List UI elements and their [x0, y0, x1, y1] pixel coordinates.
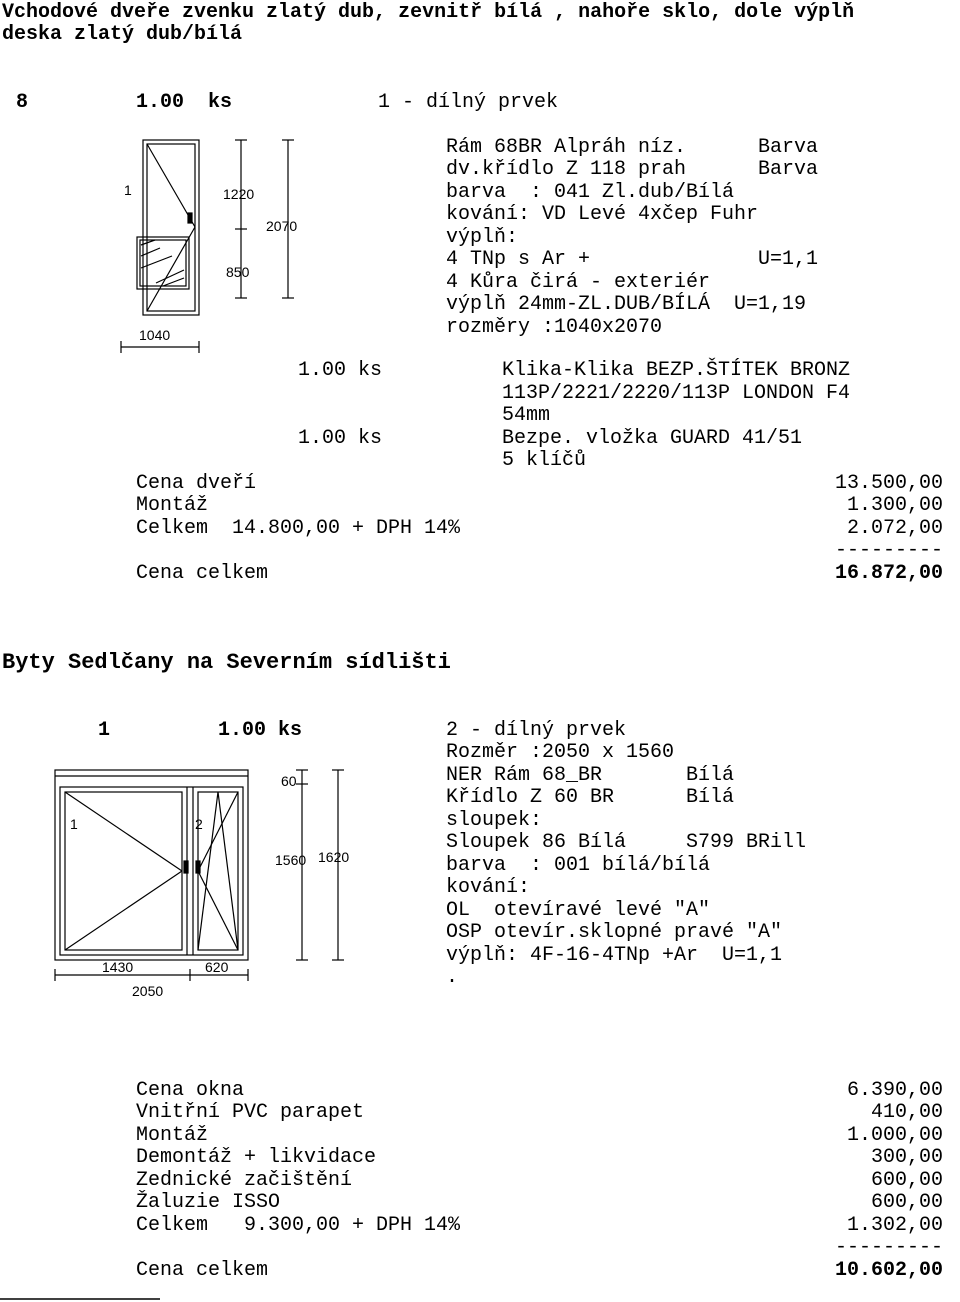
total-label: Cena celkem — [136, 1259, 269, 1282]
price-value: 2.072,00 — [846, 517, 943, 540]
accessory-line: Bezpe. vložka GUARD 41/51 — [502, 427, 803, 450]
dim-upper: 1220 — [223, 186, 255, 202]
accessory-line: Klika-Klika BEZP.ŠTÍTEK BRONZ — [502, 359, 851, 382]
price-value: 300,00 — [870, 1146, 943, 1169]
accessory-qty: 1.00 ks — [298, 427, 383, 450]
price-value: 600,00 — [870, 1191, 943, 1214]
glass-panel — [137, 237, 189, 289]
item1-position: 8 — [16, 91, 29, 114]
item2-spec-line: Sloupek 86 Bílá S799 BRill — [446, 831, 807, 854]
item2-spec-line: výplň: 4F-16-4TNp +Ar U=1,1 — [446, 944, 783, 967]
item1-title-line2: deska zlatý dub/bílá — [2, 23, 243, 46]
item2-spec-line: barva : 001 bílá/bílá — [446, 854, 711, 877]
item1-spec-line: rozměry :1040x2070 — [446, 316, 663, 339]
item2-position: 1 — [98, 719, 111, 742]
handle-right — [196, 861, 200, 873]
total-value: 16.872,00 — [834, 562, 943, 585]
price-value: 1.000,00 — [846, 1124, 943, 1147]
dim-height: 2070 — [266, 218, 298, 234]
item2-spec-line: sloupek: — [446, 809, 543, 832]
price-value: 410,00 — [870, 1101, 943, 1124]
total-value: 10.602,00 — [834, 1259, 943, 1282]
item2-spec-line: Křídlo Z 60 BR Bílá — [446, 786, 735, 809]
accessory-line: 5 klíčů — [502, 449, 587, 472]
item1-spec-line: kování: VD Levé 4xčep Fuhr — [446, 203, 759, 226]
separator: --------- — [834, 539, 943, 562]
item1-spec-line: výplň 24mm-ZL.DUB/BÍLÁ U=1,19 — [446, 293, 807, 316]
price-label: Žaluzie ISSO — [136, 1191, 281, 1214]
separator: --------- — [834, 1236, 943, 1259]
price-label: Zednické začištění — [136, 1169, 353, 1192]
door-field-label: 1 — [124, 182, 132, 198]
price-label: Celkem 9.300,00 + DPH 14% — [136, 1214, 461, 1237]
accessory-line: 54mm — [502, 404, 551, 427]
price-value: 600,00 — [870, 1169, 943, 1192]
price-label: Vnitřní PVC parapet — [136, 1101, 365, 1124]
item2-spec-line: NER Rám 68_BR Bílá — [446, 764, 735, 787]
sash-left — [65, 792, 182, 950]
field-label-2: 2 — [195, 816, 203, 832]
price-label: Celkem 14.800,00 + DPH 14% — [136, 517, 461, 540]
dim-width: 1040 — [139, 327, 171, 343]
total-label: Cena celkem — [136, 562, 269, 585]
item1-type: 1 - dílný prvek — [378, 91, 559, 114]
accessory-qty: 1.00 ks — [298, 359, 383, 382]
price-value: 1.300,00 — [846, 494, 943, 517]
dim-lower: 850 — [226, 264, 250, 280]
item1-spec-line: výplň: — [446, 226, 519, 249]
price-label: Cena okna — [136, 1079, 245, 1102]
field-label-1: 1 — [70, 816, 78, 832]
section-title: Byty Sedlčany na Severním sídlišti — [2, 650, 451, 675]
dim-height: 1560 — [275, 852, 307, 868]
item1-spec-line: 4 TNp s Ar + U=1,1 — [446, 248, 819, 271]
dim-width: 2050 — [132, 983, 164, 999]
accessory-line: 113P/2221/2220/113P LONDON F4 — [502, 382, 851, 405]
item2-spec-line: . — [446, 966, 459, 989]
price-label: Cena dveří — [136, 472, 257, 495]
item1-spec-line: dv.křídlo Z 118 prah Barva — [446, 158, 819, 181]
dim-w1: 1430 — [102, 959, 134, 975]
handle-left — [184, 861, 188, 873]
price-value: 6.390,00 — [846, 1079, 943, 1102]
dim-top: 60 — [281, 773, 297, 789]
item1-spec-line: Rám 68BR Alpráh níz. Barva — [446, 136, 819, 159]
price-value: 1.302,00 — [846, 1214, 943, 1237]
sash-right — [198, 792, 238, 950]
item2-quantity: 1.00 ks — [218, 719, 303, 742]
item1-spec-line: 4 Kůra čirá - exteriér — [446, 271, 711, 294]
item1-title-line1: Vchodové dveře zvenku zlatý dub, zevnitř bílá , nahoře sklo, dole výplň — [2, 1, 855, 24]
item2-spec-line: 2 - dílný prvek — [446, 719, 627, 742]
door-handle — [188, 213, 192, 223]
item1-spec-line: barva : 041 Zl.dub/Bílá — [446, 181, 735, 204]
item2-spec-line: OSP otevír.sklopné pravé "A" — [446, 921, 783, 944]
item1-quantity: 1.00 ks — [136, 91, 233, 114]
item2-spec-line: OL otevíravé levé "A" — [446, 899, 711, 922]
price-label: Montáž — [136, 1124, 209, 1147]
dim-total-height: 1620 — [318, 849, 350, 865]
item2-spec-line: Rozměr :2050 x 1560 — [446, 741, 675, 764]
dim-w2: 620 — [205, 959, 229, 975]
price-label: Demontáž + likvidace — [136, 1146, 377, 1169]
price-value: 13.500,00 — [834, 472, 943, 495]
price-label: Montáž — [136, 494, 209, 517]
item2-spec-line: kování: — [446, 876, 531, 899]
